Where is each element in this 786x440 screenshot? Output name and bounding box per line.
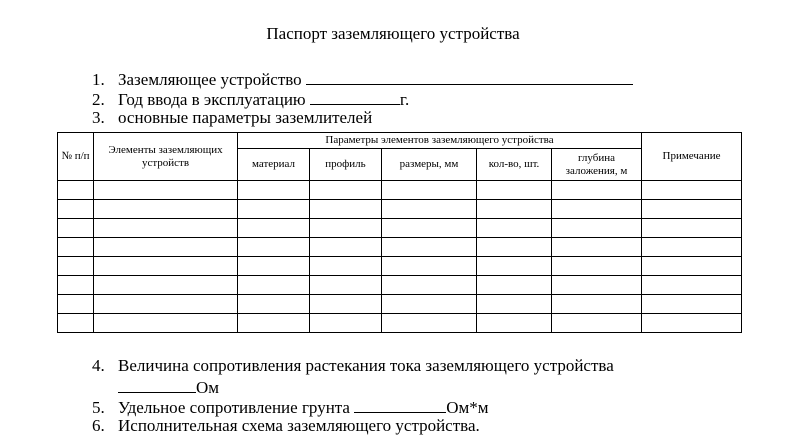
table-cell[interactable] [642,314,742,333]
table-cell[interactable] [477,200,552,219]
table-cell[interactable] [310,219,382,238]
header-depth: глубина заложения, м [552,149,642,181]
list-top [92,68,633,128]
table-cell[interactable] [552,276,642,295]
list-bottom [92,356,614,436]
table-cell[interactable] [382,219,477,238]
table-cell[interactable] [310,200,382,219]
table-cell[interactable] [310,181,382,200]
table-cell[interactable] [382,257,477,276]
table-row [58,257,742,276]
table-cell[interactable] [477,295,552,314]
list-item-text: Заземляющее устройство [118,70,306,89]
table-cell[interactable] [94,238,238,257]
list-number: 3. [92,108,105,127]
table-cell[interactable] [238,200,310,219]
table-cell[interactable] [94,314,238,333]
table-cell[interactable] [642,295,742,314]
table-cell[interactable] [642,181,742,200]
table-cell[interactable] [477,257,552,276]
list-item-1 [92,68,633,88]
table-cell[interactable] [382,314,477,333]
header-parameters-group: Параметры элементов заземляющего устройства [238,133,642,149]
table-row [58,314,742,333]
table-cell[interactable] [94,257,238,276]
table-cell[interactable] [382,200,477,219]
table-cell[interactable] [642,257,742,276]
table-cell[interactable] [310,314,382,333]
table-cell[interactable] [94,181,238,200]
list-item-text: основные параметры заземлителей [118,108,373,127]
table-row [58,276,742,295]
unit-suffix: г. [399,90,410,109]
fill-in-blank [306,68,633,85]
table-cell[interactable] [238,295,310,314]
table-cell[interactable] [477,181,552,200]
list-item-text: Удельное сопротивление грунта [118,398,355,417]
table-cell[interactable] [58,257,94,276]
table-cell[interactable] [552,181,642,200]
list-number: 6. [92,416,105,435]
table-cell[interactable] [238,276,310,295]
table-cell[interactable] [310,238,382,257]
list-item-text: Год ввода в эксплуатацию [118,90,310,109]
list-item-2 [92,88,633,108]
table-cell[interactable] [238,257,310,276]
table-cell[interactable] [477,276,552,295]
table-cell[interactable] [552,314,642,333]
table-row [58,238,742,257]
grounding-parameters-table [57,132,742,333]
table-cell[interactable] [382,276,477,295]
fill-in-blank [354,396,446,413]
header-profile: профиль [310,149,382,181]
unit-suffix: Ом [196,378,220,397]
table-cell[interactable] [552,257,642,276]
list-item-text: Исполнительная схема заземляющего устройства. [118,416,480,435]
header-row-1 [58,133,742,149]
list-number: 5. [92,398,105,417]
table-cell[interactable] [94,276,238,295]
table-cell[interactable] [58,276,94,295]
table-cell[interactable] [238,314,310,333]
table-cell[interactable] [238,181,310,200]
table-cell[interactable] [58,238,94,257]
list-item-4 [92,356,614,376]
table-cell[interactable] [238,238,310,257]
table-cell[interactable] [642,200,742,219]
table-cell[interactable] [642,276,742,295]
table-row [58,295,742,314]
table-cell[interactable] [310,276,382,295]
list-item-6 [92,416,614,436]
header-count: кол-во, шт. [477,149,552,181]
list-item-text: Величина сопротивления растекания тока заземляющего устройства [118,356,614,375]
table-cell[interactable] [58,295,94,314]
table-cell[interactable] [477,219,552,238]
table-body [58,181,742,333]
table-cell[interactable] [58,181,94,200]
table-cell[interactable] [58,219,94,238]
table-cell[interactable] [642,219,742,238]
table-cell[interactable] [310,257,382,276]
header-material: материал [238,149,310,181]
table-cell[interactable] [382,295,477,314]
list-number: 4. [92,356,105,375]
list-number: 2. [92,90,105,109]
table-cell[interactable] [94,219,238,238]
table-cell[interactable] [310,295,382,314]
list-item-3 [92,108,633,128]
table-cell[interactable] [58,314,94,333]
unit-suffix: Ом*м [446,398,489,417]
table-cell[interactable] [552,295,642,314]
table-cell[interactable] [382,238,477,257]
table-cell[interactable] [94,200,238,219]
header-number: № п/п [58,133,94,181]
table-row [58,200,742,219]
table-cell[interactable] [94,295,238,314]
header-size: размеры, мм [382,149,477,181]
header-note: Примечание [642,133,742,181]
table-cell[interactable] [477,314,552,333]
table-cell[interactable] [552,238,642,257]
list-item-5 [92,396,614,416]
table-cell[interactable] [238,219,310,238]
table-cell[interactable] [642,238,742,257]
table-row [58,181,742,200]
table-cell[interactable] [58,200,94,219]
document-title: Паспорт заземляющего устройства [266,24,520,43]
table-row [58,219,742,238]
fill-in-blank [118,376,196,393]
table-cell[interactable] [477,238,552,257]
list-number: 1. [92,70,105,89]
table-cell[interactable] [382,181,477,200]
fill-in-blank [310,88,400,105]
header-elements: Элементы заземляющих устройств [94,133,238,181]
list-item-4-continuation [92,376,614,396]
table-cell[interactable] [552,219,642,238]
table-cell[interactable] [552,200,642,219]
